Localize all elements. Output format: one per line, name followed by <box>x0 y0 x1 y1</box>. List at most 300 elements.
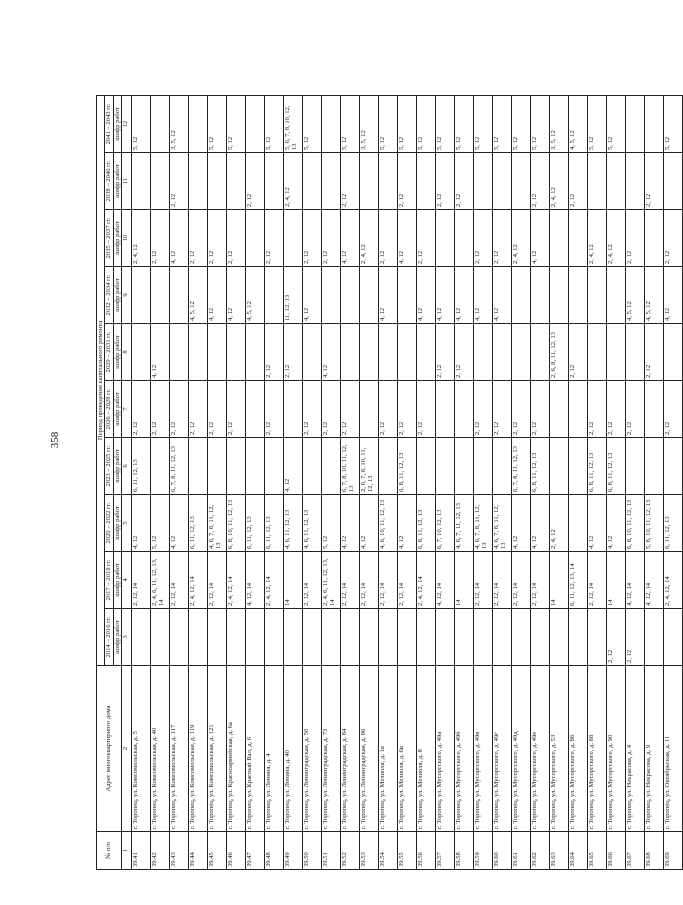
work-codes-cell: 5, 12 <box>473 95 492 152</box>
work-codes-cell <box>587 609 606 666</box>
work-codes-cell: 2, 12, 14 <box>359 552 378 609</box>
work-codes-cell: 5, 12 <box>492 95 511 152</box>
work-codes-cell <box>340 267 359 324</box>
header-year: 2032 – 2034 гг. <box>105 267 113 324</box>
work-codes-cell: 4, 12 <box>378 267 397 324</box>
work-codes-cell: 2, 12 <box>663 381 682 438</box>
row-number: 39.66 <box>606 832 625 870</box>
table-row <box>397 95 416 869</box>
work-codes-cell <box>283 210 302 267</box>
work-codes-cell: 6, 8, 11, 12, 13 <box>530 438 549 495</box>
work-codes-cell: 4, 12 <box>340 210 359 267</box>
work-codes-cell <box>549 381 568 438</box>
header-year: 2026 – 2028 гг. <box>105 381 113 438</box>
row-number: 39.61 <box>511 832 530 870</box>
work-codes-cell: 2, 12, 14 <box>397 552 416 609</box>
work-codes-cell: 2, 6, 7, 8, 10, 11, 12, 13 <box>359 438 378 495</box>
work-codes-cell <box>454 210 473 267</box>
work-codes-cell: 2, 12, 14 <box>492 552 511 609</box>
table-row <box>188 95 207 869</box>
work-codes-cell <box>549 609 568 666</box>
work-codes-cell <box>663 438 682 495</box>
work-codes-cell <box>416 609 435 666</box>
work-codes-cell: 2, 4, 12 <box>511 210 530 267</box>
row-address: г. Торопец, ул. Ленина, д. 40 <box>283 666 302 832</box>
work-codes-cell <box>606 267 625 324</box>
work-codes-cell <box>492 438 511 495</box>
work-codes-cell <box>302 609 321 666</box>
work-codes-cell <box>511 324 530 381</box>
work-codes-cell: 4, 6, 7, 8, 11, 12, 13 <box>492 495 511 552</box>
work-codes-cell: 2, 12, 14 <box>207 552 226 609</box>
work-codes-cell: 4, 5, 12 <box>188 267 207 324</box>
work-codes-cell <box>188 609 207 666</box>
work-codes-cell <box>473 153 492 210</box>
work-codes-cell <box>435 210 454 267</box>
row-number: 39.53 <box>359 832 378 870</box>
work-codes-cell <box>435 609 454 666</box>
work-codes-cell: 4, 12 <box>530 210 549 267</box>
work-codes-cell: 6, 11, 12, 13 <box>245 495 264 552</box>
work-codes-cell: 6, 8, 11, 12, 13 <box>397 438 416 495</box>
table-row <box>435 95 454 869</box>
table-row <box>625 95 644 869</box>
work-codes-cell <box>188 153 207 210</box>
table-row <box>454 95 473 869</box>
work-codes-cell <box>549 267 568 324</box>
work-codes-cell <box>226 438 245 495</box>
row-number: 39.63 <box>549 832 568 870</box>
work-codes-cell: 2, 12 <box>378 210 397 267</box>
work-codes-cell <box>321 153 340 210</box>
row-address: г. Торопец, ул. Мусоргского, д. 49е <box>530 666 549 832</box>
work-codes-cell: 5, 12 <box>587 95 606 152</box>
column-number: 3 <box>121 609 131 666</box>
work-codes-cell <box>150 438 169 495</box>
header-subcode: шифр работ <box>113 609 121 666</box>
row-number: 39.65 <box>587 832 606 870</box>
header-subcode: шифр работ <box>113 495 121 552</box>
header-subcode: шифр работ <box>113 210 121 267</box>
work-codes-cell: 6, 7, 8, 10, 11, 12, 13 <box>340 438 359 495</box>
work-codes-cell: 2, 12 <box>188 210 207 267</box>
work-codes-cell: 4, 12 <box>283 438 302 495</box>
work-codes-cell: 2, 12 <box>644 324 663 381</box>
work-codes-cell <box>492 609 511 666</box>
work-codes-cell: 2, 12 <box>492 381 511 438</box>
header-year: 2041 – 2043 гг. <box>105 95 113 152</box>
row-address: г. Торопец, ул. Мусоргского, д. 49в <box>473 666 492 832</box>
work-codes-cell: 5, 6, 7, 8, 10, 12, 13 <box>283 95 302 152</box>
work-codes-cell: 2, 12 <box>454 324 473 381</box>
work-codes-cell: 4, 12 <box>606 495 625 552</box>
row-number: 39.64 <box>568 832 587 870</box>
work-codes-cell <box>492 153 511 210</box>
header-address: Адрес многоквартирного дома <box>97 666 122 832</box>
work-codes-cell: 2, 12 <box>245 153 264 210</box>
work-codes-cell: 5, 12 <box>150 495 169 552</box>
work-codes-cell: 4, 12 <box>321 324 340 381</box>
work-codes-cell <box>283 609 302 666</box>
work-codes-cell <box>169 609 188 666</box>
row-address: г. Торопец, ул. Комсомольская, д. 117 <box>169 666 188 832</box>
work-codes-cell: 11, 12, 13 <box>283 267 302 324</box>
work-codes-cell <box>188 438 207 495</box>
work-codes-cell <box>245 381 264 438</box>
header-year: 2029 – 2031 гг. <box>105 324 113 381</box>
work-codes-cell: 5, 12 <box>397 95 416 152</box>
work-codes-cell <box>473 438 492 495</box>
work-codes-cell: 2, 12 <box>226 381 245 438</box>
work-codes-cell <box>321 609 340 666</box>
work-codes-cell: 2, 12, 14 <box>530 552 549 609</box>
header-year: 2020 – 2022 гг. <box>105 495 113 552</box>
work-codes-cell <box>207 153 226 210</box>
work-codes-cell <box>226 324 245 381</box>
work-codes-cell <box>188 324 207 381</box>
work-codes-cell <box>321 438 340 495</box>
work-codes-cell: 4, 12 <box>226 267 245 324</box>
work-codes-cell: 14 <box>606 552 625 609</box>
work-codes-cell: 5, 12 <box>302 95 321 152</box>
work-codes-cell <box>587 324 606 381</box>
work-codes-cell: 4, 12 <box>169 210 188 267</box>
work-codes-cell <box>264 153 283 210</box>
work-codes-cell: 4, 5, 12 <box>625 267 644 324</box>
table-row <box>378 95 397 869</box>
work-codes-cell <box>340 609 359 666</box>
work-codes-cell: 2, 12 <box>492 210 511 267</box>
work-codes-cell: 2, 12 <box>340 153 359 210</box>
work-codes-cell <box>245 438 264 495</box>
work-codes-cell <box>359 609 378 666</box>
work-codes-cell: 5, 12 <box>530 95 549 152</box>
work-codes-cell <box>530 267 549 324</box>
table-row <box>131 95 150 869</box>
work-codes-cell <box>530 324 549 381</box>
work-codes-cell: 2, 12 <box>207 210 226 267</box>
row-number: 39.42 <box>150 832 169 870</box>
work-codes-cell: 6, 11, 12, 13 <box>131 438 150 495</box>
work-codes-cell: 4, 12 <box>492 267 511 324</box>
work-codes-cell: 2, 12 <box>397 381 416 438</box>
work-codes-cell <box>397 267 416 324</box>
work-codes-cell: 2, 4, 6, 11, 12, 13, 14 <box>150 552 169 609</box>
row-address: г. Торопец, ул. Комсомольская, д. 119 <box>188 666 207 832</box>
table-row <box>511 95 530 869</box>
row-number: 39.41 <box>131 832 150 870</box>
work-codes-cell: 4, 5, 12 <box>644 267 663 324</box>
row-number: 39.51 <box>321 832 340 870</box>
work-codes-cell <box>169 324 188 381</box>
row-number: 39.56 <box>416 832 435 870</box>
work-codes-cell: 2, 4, 12 <box>549 495 568 552</box>
work-codes-cell: 6, 11, 12, 13 <box>188 495 207 552</box>
row-number: 39.46 <box>226 832 245 870</box>
column-number: 9 <box>121 267 131 324</box>
work-codes-cell <box>340 324 359 381</box>
work-codes-cell: 4, 12 <box>473 267 492 324</box>
work-codes-cell: 4, 6, 7, 8, 11, 12, 13 <box>473 495 492 552</box>
work-codes-cell: 6, 8, 11, 12, 13 <box>587 438 606 495</box>
work-codes-cell: 2, 12 <box>530 153 549 210</box>
work-codes-cell: 2, 4, 12, 14 <box>188 552 207 609</box>
header-subcode: шифр работ <box>113 324 121 381</box>
work-codes-cell: 4, 5, 12 <box>568 95 587 152</box>
work-codes-cell <box>321 95 340 152</box>
work-codes-cell <box>150 267 169 324</box>
work-codes-cell: 6, 7, 10, 12, 13 <box>435 495 454 552</box>
row-address: г. Торопец, ул. Красноармейская, д. 6а <box>226 666 245 832</box>
work-codes-cell <box>359 153 378 210</box>
work-codes-cell <box>378 438 397 495</box>
row-number: 39.55 <box>397 832 416 870</box>
work-codes-cell: 5, 12 <box>207 95 226 152</box>
work-codes-cell: 4, 5, 12 <box>245 267 264 324</box>
work-codes-cell: 2, 12 <box>568 153 587 210</box>
work-codes-cell: 5, 12 <box>606 95 625 152</box>
work-codes-cell: 2, 12 <box>264 381 283 438</box>
work-codes-cell: 6, 8, 10, 11, 12, 13 <box>226 495 245 552</box>
work-codes-cell: 4, 12 <box>663 267 682 324</box>
work-codes-cell: 2, 12 <box>511 381 530 438</box>
row-number: 39.52 <box>340 832 359 870</box>
work-codes-cell <box>245 324 264 381</box>
work-codes-cell <box>150 95 169 152</box>
column-number: 7 <box>121 381 131 438</box>
work-codes-cell: 5, 8, 10, 11, 12, 13 <box>644 495 663 552</box>
work-codes-cell: 2, 12 <box>264 210 283 267</box>
work-codes-cell <box>625 438 644 495</box>
work-codes-cell <box>568 495 587 552</box>
work-codes-cell: 2, 12 <box>264 324 283 381</box>
work-codes-cell <box>568 267 587 324</box>
work-codes-cell: 2, 4, 12, 14 <box>416 552 435 609</box>
work-codes-cell: 6, 11, 12, 13 <box>264 495 283 552</box>
row-number: 39.68 <box>644 832 663 870</box>
row-number: 39.67 <box>625 832 644 870</box>
work-codes-cell: 3, 5, 12 <box>169 95 188 152</box>
table-row <box>264 95 283 869</box>
work-codes-cell: 4, 12, 14 <box>245 552 264 609</box>
work-codes-cell <box>245 210 264 267</box>
work-codes-cell: 2, 4, 6, 11, 12, 13, 14 <box>321 552 340 609</box>
work-codes-cell: 2, 12 <box>150 381 169 438</box>
work-codes-cell: 6, 8, 10, 11, 12, 13 <box>625 495 644 552</box>
work-codes-cell <box>435 438 454 495</box>
work-codes-cell: 4, 6, 7, 8, 11, 12, 13 <box>207 495 226 552</box>
work-codes-cell <box>131 153 150 210</box>
column-number: 10 <box>121 210 131 267</box>
work-codes-cell: 4, 12, 14 <box>435 552 454 609</box>
work-codes-cell: 2, 12 <box>340 381 359 438</box>
work-codes-cell <box>663 324 682 381</box>
work-codes-cell <box>511 267 530 324</box>
row-address: г. Торопец, ул. Некрасова, д. 9 <box>644 666 663 832</box>
table-row <box>150 95 169 869</box>
work-codes-cell <box>264 438 283 495</box>
work-codes-cell <box>150 609 169 666</box>
work-codes-cell <box>359 267 378 324</box>
column-number: 1 <box>121 832 131 870</box>
work-codes-cell: 2, 12 <box>321 381 340 438</box>
header-subcode: шифр работ <box>113 552 121 609</box>
work-codes-cell <box>435 381 454 438</box>
work-codes-cell: 3, 5, 12 <box>359 95 378 152</box>
header-no: № п/п <box>97 832 122 870</box>
work-codes-cell <box>264 609 283 666</box>
work-codes-cell: 2, 4, 12 <box>283 153 302 210</box>
work-codes-cell: 2, 12 <box>207 381 226 438</box>
work-codes-cell <box>131 609 150 666</box>
work-codes-cell <box>397 324 416 381</box>
work-codes-cell <box>207 609 226 666</box>
row-number: 39.50 <box>302 832 321 870</box>
work-codes-cell: 2, 12 <box>625 381 644 438</box>
work-codes-cell: 2, 12 <box>169 381 188 438</box>
work-codes-cell: 2, 4, 12, 14 <box>226 552 245 609</box>
work-codes-cell: 5, 12 <box>511 95 530 152</box>
row-address: г. Торопец, ул. Мусоргского, д. 90 <box>606 666 625 832</box>
header-subcode: шифр работ <box>113 438 121 495</box>
work-codes-cell: 14 <box>454 552 473 609</box>
work-codes-cell <box>378 324 397 381</box>
table-row <box>568 95 587 869</box>
work-codes-cell <box>302 438 321 495</box>
work-codes-cell <box>226 153 245 210</box>
header-year: 2023 – 2025 гг. <box>105 438 113 495</box>
work-codes-cell <box>359 324 378 381</box>
row-number: 39.59 <box>473 832 492 870</box>
work-codes-cell: 4, 12 <box>397 210 416 267</box>
row-address: г. Торопец, ул. Ленинградская, д. 84 <box>340 666 359 832</box>
row-address: г. Торопец, ул. Мусоргского, д. 49а <box>435 666 454 832</box>
work-codes-cell: 2, 12 <box>188 381 207 438</box>
row-number: 39.58 <box>454 832 473 870</box>
work-codes-cell: 4, 12 <box>454 267 473 324</box>
work-codes-cell: 5, 12 <box>226 95 245 152</box>
work-codes-cell: 4, 6, 7, 11, 12, 13 <box>454 495 473 552</box>
row-address: г. Торопец, ул. Ленина, д. 4 <box>264 666 283 832</box>
work-codes-cell: 2, 12 <box>283 324 302 381</box>
work-codes-cell: 4, 12 <box>359 495 378 552</box>
work-codes-cell: 14 <box>283 552 302 609</box>
work-codes-cell <box>473 609 492 666</box>
work-codes-cell: 5, 12 <box>663 95 682 152</box>
header-subcode: шифр работ <box>113 153 121 210</box>
work-codes-cell: 2, 12 <box>378 381 397 438</box>
column-number: 6 <box>121 438 131 495</box>
table-row <box>549 95 568 869</box>
row-address: г. Торопец, ул. Комсомольская, д. 40 <box>150 666 169 832</box>
column-number: 8 <box>121 324 131 381</box>
work-codes-cell: 2, 12, 14 <box>302 552 321 609</box>
work-codes-cell: 5, 12 <box>340 95 359 152</box>
work-codes-cell: 2, 12 <box>435 153 454 210</box>
work-codes-cell: 2, 12, 14 <box>587 552 606 609</box>
work-codes-cell <box>568 438 587 495</box>
work-codes-cell: 4, 6, 11, 12, 13 <box>283 495 302 552</box>
work-codes-cell: 4, 12 <box>435 267 454 324</box>
work-codes-cell <box>416 324 435 381</box>
work-codes-cell: 2, 12 <box>169 153 188 210</box>
table-row <box>302 95 321 869</box>
row-address: г. Торопец, ул. Мелиоля, д. 8 <box>416 666 435 832</box>
row-address: г. Торопец, ул. Мусоргского, д. 88 <box>587 666 606 832</box>
work-codes-cell: 2, 12, 14 <box>169 552 188 609</box>
work-codes-cell: 4, 12 <box>302 267 321 324</box>
column-number-row <box>121 95 131 869</box>
work-codes-cell: 4, 12 <box>131 495 150 552</box>
work-codes-cell <box>568 381 587 438</box>
work-codes-cell <box>492 324 511 381</box>
header-row-1 <box>97 95 105 869</box>
work-codes-cell: 2, 12, 14 <box>378 552 397 609</box>
work-codes-cell <box>454 381 473 438</box>
work-codes-cell: 4, 12, 14 <box>644 552 663 609</box>
row-address: г. Торопец, ул. Красный Вал, д. 6 <box>245 666 264 832</box>
work-codes-cell: 2, 12 <box>416 381 435 438</box>
work-codes-cell: 5, 12 <box>435 95 454 152</box>
work-codes-cell <box>302 324 321 381</box>
work-codes-cell: 4, 12 <box>340 495 359 552</box>
work-codes-cell: 4, 12 <box>207 267 226 324</box>
work-codes-cell: 2, 12 <box>435 324 454 381</box>
column-number: 4 <box>121 552 131 609</box>
table-rotator <box>96 96 671 870</box>
work-codes-cell <box>644 609 663 666</box>
header-year: 2038 – 2040 гг. <box>105 153 113 210</box>
work-codes-cell: 2, 12, 14 <box>340 552 359 609</box>
work-codes-cell <box>473 324 492 381</box>
work-codes-cell <box>663 153 682 210</box>
table-row <box>207 95 226 869</box>
row-number: 39.48 <box>264 832 283 870</box>
work-codes-cell: 5, 12 <box>454 95 473 152</box>
column-number: 5 <box>121 495 131 552</box>
work-codes-cell: 6, 7, 8, 11, 12, 13 <box>511 438 530 495</box>
work-codes-cell <box>644 438 663 495</box>
row-address: г. Торопец, ул. Комсомольская, д. 5 <box>131 666 150 832</box>
table-row <box>245 95 264 869</box>
column-number: 2 <box>121 666 131 832</box>
row-number: 39.54 <box>378 832 397 870</box>
row-number: 39.43 <box>169 832 188 870</box>
header-period: Период проведения капитального ремонта <box>97 95 105 665</box>
row-address: г. Торопец, ул. Мусоргского, д. 49б <box>454 666 473 832</box>
work-codes-cell <box>454 609 473 666</box>
work-codes-cell <box>245 95 264 152</box>
work-codes-cell <box>663 609 682 666</box>
page-number: 358 <box>49 431 61 449</box>
work-codes-cell: 2, 12 <box>530 381 549 438</box>
work-codes-cell <box>226 609 245 666</box>
table-row <box>492 95 511 869</box>
work-codes-cell: 2, 6, 8, 11, 12, 13 <box>549 324 568 381</box>
work-codes-cell <box>416 438 435 495</box>
work-codes-cell: 5, 12 <box>321 495 340 552</box>
work-codes-cell <box>625 95 644 152</box>
work-codes-cell <box>587 267 606 324</box>
table-body <box>131 95 682 869</box>
table-row <box>606 95 625 869</box>
row-address: г. Торопец, ул. Мусоргского, д. 86 <box>568 666 587 832</box>
work-codes-cell <box>207 438 226 495</box>
work-codes-cell: 6, 7, 8, 11, 12, 13 <box>169 438 188 495</box>
work-codes-cell <box>283 381 302 438</box>
header-subcode: шифр работ <box>113 381 121 438</box>
header-subcode: шифр работ <box>113 95 121 152</box>
